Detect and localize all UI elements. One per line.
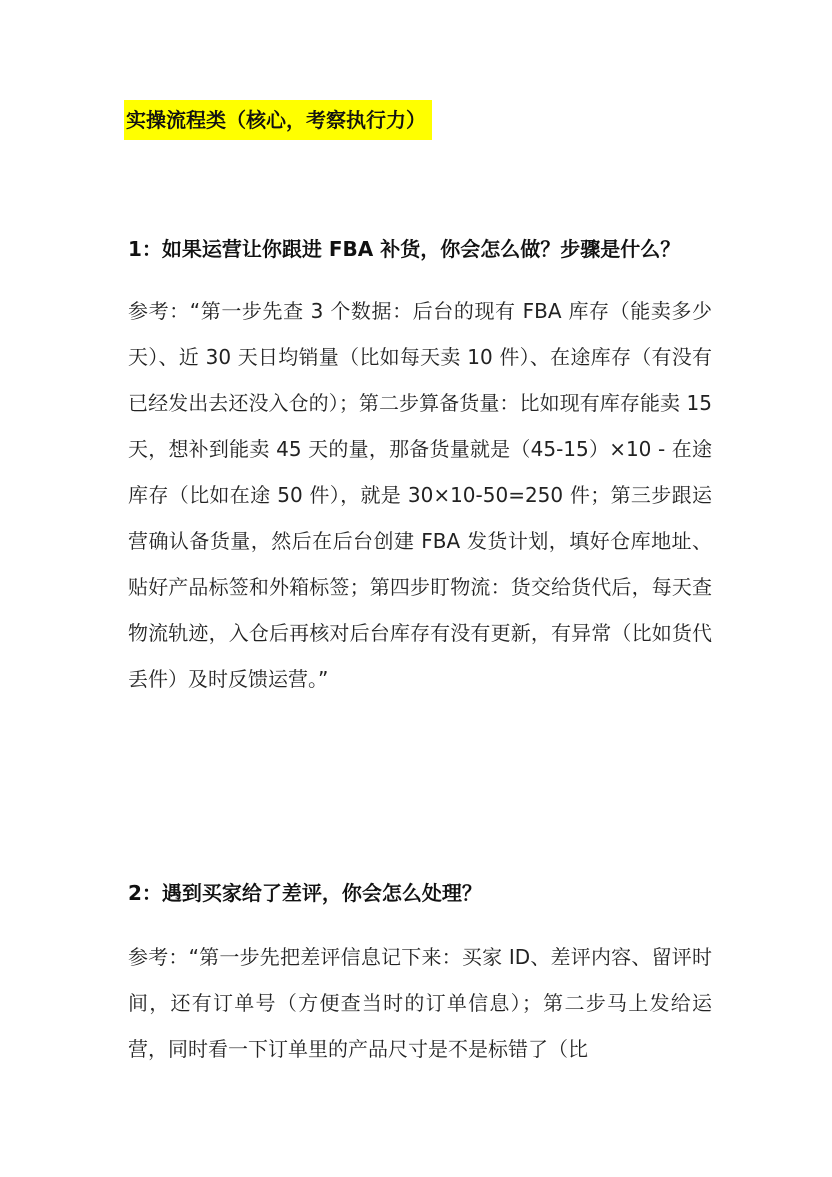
question-2-answer: 参考：“第一步先把差评信息记下来：买家 ID、差评内容、留评时间，还有订单号（方便查当时的订单信息）；第二步马上发给运营，同时看一下订单里的产品尺寸是不是标错了（比 [128,945,712,1061]
question-2-title: 2：遇到买家给了差评，你会怎么处理？ [128,881,482,905]
question-1-answer: 参考：“第一步先查 3 个数据：后台的现有 FBA 库存（能卖多少天）、近 30 天日均销量（比如每天卖 10 件）、在途库存（有没有已经发出去还没入仓的）；第二步算备货量：比如现有库存能卖 15 天，想补到能卖 45 天的量，那备货量就是（45-15）×10 - 在途库存（比如在途 50 件），就是 30×10-50=250 件；第三步跟运营确认备货量，然后在后台创建 FBA 发货计划，填好仓库地址、贴好产品标签和外箱标签；第四步盯物流：货交给货代后，每天查物流轨迹，入仓后再核对后台库存有没有更新，有异常（比如货代丢件）及时反馈运营。” [128,299,712,691]
section-title: 实操流程类（核心，考察执行力） [124,100,432,140]
question-1-title: 1：如果运营让你跟进 FBA 补货，你会怎么做？步骤是什么？ [128,237,681,261]
